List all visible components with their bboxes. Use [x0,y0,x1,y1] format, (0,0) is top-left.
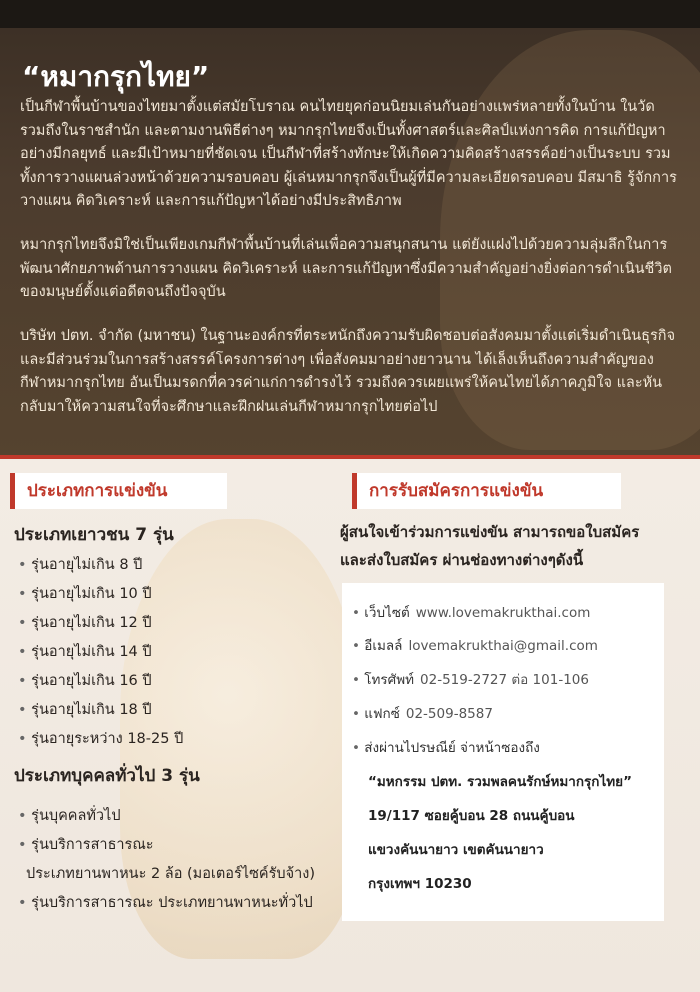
youth-item: • รุ่นอายุไม่เกิน 16 ปี [18,669,152,692]
youth-item: • รุ่นอายุไม่เกิน 8 ปี [18,553,142,576]
youth-category-title: ประเภทเยาวชน 7 รุ่น [14,525,174,545]
website-label: เว็บไซต์ [364,605,410,621]
details-section [0,459,700,992]
youth-item: • รุ่นอายุไม่เกิน 18 ปี [18,698,152,721]
website-line [352,601,590,623]
general-category-title: ประเภทบุคคลทั่วไป 3 รุ่น [14,766,200,786]
general-item: • รุ่นบริการสาธารณะ [18,833,154,856]
fax-line [352,702,493,724]
post-label: ส่งผ่านไปรษณีย์ จ่าหน้าซองถึง [364,740,540,756]
page-title: “หมากรุกไทย” [22,60,210,93]
competition-types-header: ประเภทการแข่งขัน [10,473,227,509]
registration-intro-line2: และส่งใบสมัคร ผ่านช่องทางต่างๆดังนี้ [340,551,584,569]
fax-label: แฟกซ์ [364,706,400,722]
post-line [352,736,540,758]
fax-number: 02-509-8587 [405,706,493,722]
general-item: • รุ่นบริการสาธารณะ ประเภทยานพาหนะทั่วไป [18,891,313,914]
intro-section [0,0,700,458]
email-line [352,634,598,656]
phone-line [352,668,589,690]
intro-paragraph-1: เป็นกีฬาพื้นบ้านของไทยมาตั้งแต่สมัยโบราณ คนไทยยุคก่อนนิยมเล่นกันอย่างแพร่หลายทั้งในบ้าน ในวัด รวมถึงในราชสำนัก และตามงานพิธีต่างๆ หมากรุกไทยจึงเป็นทั้งศาสตร์และศิลป์แห่งการคิด การแก้ปัญหาอย่างมีกลยุทธ์ และมีเป้าหมายที่ชัดเจน เป็นกีฬาที่สร้างทักษะให้เกิดความคิดสร้างสรรค์อย่างเป็นระบบ รวมทั้งการวางแผนล่วงหน้าด้วยความรอบคอบ ผู้เล่นหมากรุกจึงเป็นผู้ที่มีความละเอียดรอบคอบ มีสมาธิ รู้จักการวางแผน คิดวิเคราะห์ และการแก้ปัญหาได้อย่างมีประสิทธิภาพ [20,99,677,209]
address-line-3: แขวงคันนายาว เขตคันนายาว [368,842,544,858]
address-line-4: กรุงเทพฯ 10230 [368,876,472,892]
website-link: www.lovemakrukthai.com [415,605,591,621]
phone-label: โทรศัพท์ [364,672,415,688]
intro-paragraph-3: บริษัท ปตท. จำกัด (มหาชน) ในฐานะองค์กรที่ตระหนักถึงความรับผิดชอบต่อสังคมมาตั้งแต่เริ่มดำเนินธุรกิจ และมีส่วนร่วมในการสร้างสรรค์โครงการต่างๆ เพื่อสังคมมาอย่างยาวนาน ได้เล็งเห็นถึงความสำคัญของกีฬาหมากรุกไทย อันเป็นมรดกที่ควรค่าแก่การดำรงไว้ รวมถึงควรเผยแพร่ให้คนไทยได้ภาคภูมิใจ และหันกลับมาให้ความสนใจที่จะศึกษาและฝึกฝนเล่นกีฬาหมากรุกไทยต่อไป [20,328,676,415]
intro-paragraph-2: หมากรุกไทยจึงมิใช่เป็นเพียงเกมกีฬาพื้นบ้านที่เล่นเพื่อความสนุกสนาน แต่ยังแฝงไปด้วยความลุ่มลึกในการพัฒนาศักยภาพด้านการวางแผน คิดวิเคราะห์ และการแก้ปัญหาซึ่งมีความสำคัญอย่างยิ่งต่อการดำเนินชีวิตของมนุษย์ตั้งแต่อดีตจนถึงปัจจุบัน [20,237,672,300]
youth-item: • รุ่นอายุไม่เกิน 10 ปี [18,582,152,605]
general-item: • รุ่นบุคคลทั่วไป [18,804,121,827]
top-strip [0,0,700,28]
address-line-2: 19/117 ซอยคู้บอน 28 ถนนคู้บอน [368,808,575,824]
address-line-1: “มหกรรม ปตท. รวมพลคนรักษ์หมากรุกไทย” [368,774,632,790]
email-label: อีเมลล์ [364,638,403,654]
registration-intro-line1: ผู้สนใจเข้าร่วมการแข่งขัน สามารถขอใบสมัคร [340,523,640,541]
registration-header: การรับสมัครการแข่งขัน [352,473,621,509]
youth-item: • รุ่นอายุไม่เกิน 12 ปี [18,611,152,634]
general-item-continued: ประเภทยานพาหนะ 2 ล้อ (มอเตอร์ไซค์รับจ้าง) [26,866,316,882]
contact-box [342,583,664,921]
youth-item: • รุ่นอายุระหว่าง 18-25 ปี [18,727,183,750]
youth-item: • รุ่นอายุไม่เกิน 14 ปี [18,640,152,663]
email-address: lovemakrukthai@gmail.com [408,638,598,654]
phone-number: 02-519-2727 ต่อ 101-106 [420,672,589,688]
